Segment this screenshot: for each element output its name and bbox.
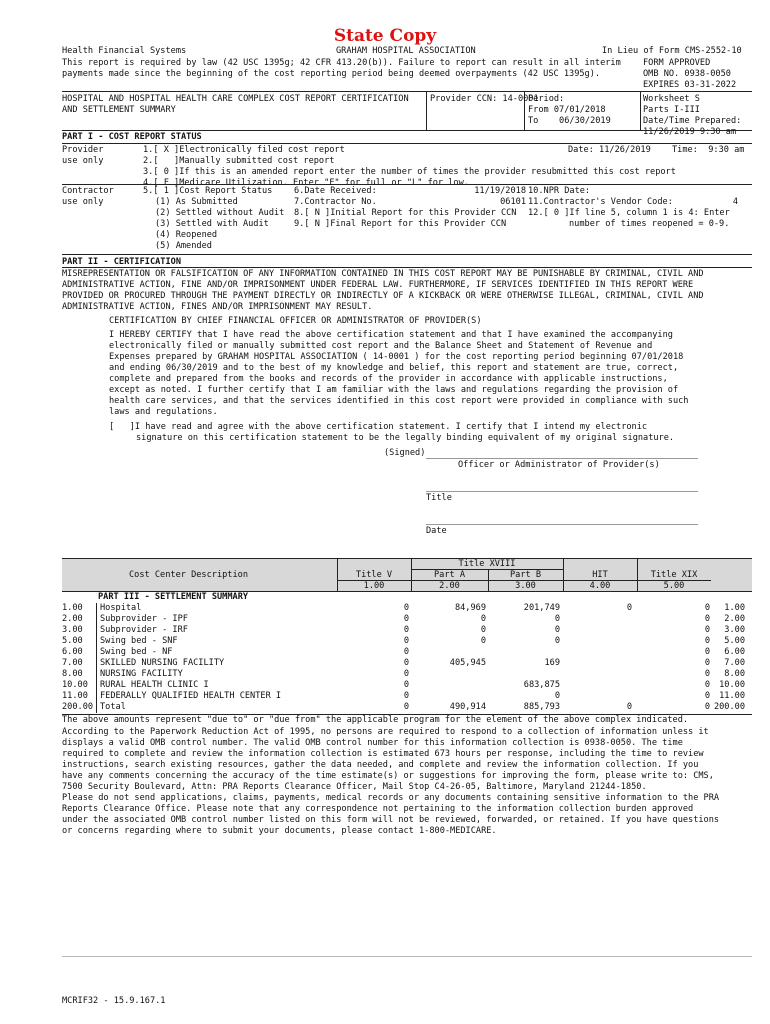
table-row bbox=[62, 614, 752, 625]
row-end-line-number: 7.00 bbox=[724, 658, 745, 668]
row-title-v: 0 bbox=[403, 647, 409, 657]
item-11: 11.Contractor's Vendor Code: bbox=[528, 197, 673, 207]
row-description: FEDERALLY QUALIFIED HEALTH CENTER I bbox=[100, 691, 282, 701]
row-title-v: 0 bbox=[403, 680, 409, 690]
row-title-v: 0 bbox=[403, 669, 409, 679]
notice-line-1: This report is required by law (42 USC 1395g; 42 CFR 413.20(b)). Failure to report can result in all interim bbox=[62, 58, 621, 68]
row-end-line-number: 1.00 bbox=[724, 603, 745, 613]
row-description: Swing bed - SNF bbox=[100, 636, 178, 646]
col-title-xix-header: Title XIX bbox=[650, 570, 698, 580]
cert-line-5: complete and prepared from the books and records of the provider in accordance with applicable instructions, bbox=[109, 374, 668, 384]
divider bbox=[62, 254, 752, 255]
row-line-number: 8.00 bbox=[62, 669, 83, 679]
page-id: MCRIF32 - 15.9.167.1 bbox=[62, 996, 166, 1006]
row-title-v: 0 bbox=[403, 614, 409, 624]
divider bbox=[62, 130, 752, 131]
warning-line-4: ADMINISTRATIVE ACTION, FINES AND/OR IMPRISONMENT MAY RESULT. bbox=[62, 302, 373, 312]
org-name: Health Financial Systems bbox=[62, 46, 187, 56]
item-9: 9.[ N ]Final Report for this Provider CCN bbox=[294, 219, 507, 229]
warning-line-1: MISREPRESENTATION OR FALSIFICATION OF ANY INFORMATION CONTAINED IN THIS COST REPORT MAY BE PUNISHABLE BY CRIMINAL, CIVIL AND bbox=[62, 269, 704, 279]
col-number: 4.00 bbox=[589, 581, 611, 591]
col-number: 3.00 bbox=[515, 581, 536, 591]
divider bbox=[62, 558, 752, 559]
row-title-xix: 0 bbox=[704, 658, 710, 668]
provider-use-label: Provider bbox=[62, 145, 104, 155]
row-description: NURSING FACILITY bbox=[100, 669, 183, 679]
prepared-label: Date/Time Prepared: bbox=[643, 116, 742, 126]
pra-line-3: required to complete and review the information collection is estimated 673 hours per response, including the time to review bbox=[62, 749, 704, 759]
title-line[interactable] bbox=[426, 491, 698, 492]
status-2: (2) Settled without Audit bbox=[155, 208, 285, 218]
item-7-value: 06101 bbox=[500, 197, 526, 207]
title-label: Title bbox=[426, 493, 452, 503]
row-end-line-number: 8.00 bbox=[724, 669, 745, 679]
amounts-note: The above amounts represent "due to" or "due from" the applicable program for the element of the above complex indicated. bbox=[62, 715, 689, 725]
row-line-number: 7.00 bbox=[62, 658, 83, 668]
item-10: 10.NPR Date: bbox=[528, 186, 591, 196]
provider-use-label-2: use only bbox=[62, 156, 104, 166]
expires: EXPIRES 03-31-2022 bbox=[643, 80, 737, 90]
row-description: Subprovider - IPF bbox=[100, 614, 188, 624]
row-line-number: 2.00 bbox=[62, 614, 83, 624]
pra-line-5: have any comments concerning the accuracy of the time estimate(s) or suggestions for improving the form, please write to: CMS, bbox=[62, 771, 714, 781]
row-description: SKILLED NURSING FACILITY bbox=[100, 658, 225, 668]
cert-line-1: I HEREBY CERTIFY that I have read the above certification statement and that I have examined the accompanying bbox=[109, 330, 673, 340]
col-number: 1.00 bbox=[363, 581, 385, 591]
col-title-v-header: Title V bbox=[355, 570, 393, 580]
row-part-b: 0 bbox=[554, 614, 560, 624]
row-hit: 0 bbox=[626, 603, 632, 613]
row-title-xix: 0 bbox=[704, 647, 710, 657]
agree-line-2: signature on this certification statement to be the legally binding equivalent of my original signature. bbox=[136, 433, 675, 443]
table-row bbox=[62, 658, 752, 669]
report-subtitle: AND SETTLEMENT SUMMARY bbox=[62, 105, 176, 115]
period-from: From 07/01/2018 bbox=[528, 105, 606, 115]
row-end-line-number: 10.00 bbox=[719, 680, 745, 690]
row-description: Swing bed - NF bbox=[100, 647, 173, 657]
part1-heading: PART I - COST REPORT STATUS bbox=[62, 132, 202, 142]
warning-line-2: ADMINISTRATIVE ACTION, FINE AND/OR IMPRISONMENT UNDER FEDERAL LAW. FURTHERMORE, IF SERVICES IDENTIFIED IN THIS REPORT WERE bbox=[62, 280, 694, 290]
row-title-xix: 0 bbox=[704, 691, 710, 701]
row-hit: 0 bbox=[626, 702, 632, 712]
cert-line-7: health care services, and that the services identified in this cost report were provided in compliance with such bbox=[109, 396, 689, 406]
item-6: 6.Date Received: bbox=[294, 186, 377, 196]
provider-ccn: Provider CCN: 14-0001 bbox=[430, 94, 539, 104]
pra-line-2: displays a valid OMB control number. The valid OMB control number for this information collection is 0938-0050. The time bbox=[62, 738, 683, 748]
row-title-xix: 0 bbox=[704, 614, 710, 624]
cert-line-6: except as noted. I further certify that I am familiar with the laws and regulations regarding the provision of bbox=[109, 385, 679, 395]
row-part-b: 885,793 bbox=[523, 702, 560, 712]
notice-line-2: payments made since the beginning of the cost reporting period being deemed overpayments (42 USC 1395g). bbox=[62, 69, 601, 79]
row-end-line-number: 3.00 bbox=[724, 625, 745, 635]
divider bbox=[62, 143, 752, 144]
contractor-use-label: Contractor bbox=[62, 186, 114, 196]
row-description: Total bbox=[100, 702, 126, 712]
divider bbox=[426, 91, 427, 130]
status-4: (4) Reopened bbox=[155, 230, 218, 240]
col-number: 2.00 bbox=[439, 581, 460, 591]
row-description: RURAL HEALTH CLINIC I bbox=[100, 680, 209, 690]
contractor-use-label-2: use only bbox=[62, 197, 104, 207]
row-line-number: 6.00 bbox=[62, 647, 83, 657]
row-line-number: 5.00 bbox=[62, 636, 83, 646]
table-row bbox=[62, 647, 752, 658]
divider bbox=[640, 91, 641, 130]
part2-heading: PART II - CERTIFICATION bbox=[62, 257, 181, 267]
row-line-number: 1.00 bbox=[62, 603, 83, 613]
worksheet: Worksheet S bbox=[643, 94, 700, 104]
item-6-value: 11/19/2018 bbox=[474, 186, 526, 196]
status-5: (5) Amended bbox=[155, 241, 212, 251]
state-copy-stamp: State Copy bbox=[333, 26, 437, 46]
pra-line-9: under the associated OMB control number listed on this form will not be reviewed, forwarded, or retained. If you have questions bbox=[62, 815, 720, 825]
prepared-value: 11/26/2019 9:30 am bbox=[643, 127, 737, 137]
warning-line-3: PROVIDED OR PROCURED THROUGH THE PAYMENT DIRECTLY OR INDIRECTLY OF A KICKBACK OR WERE OTHERWISE ILLEGAL, CRIMINAL, CIVIL AND bbox=[62, 291, 704, 301]
pra-line-7: Please do not send applications, claims, payments, medical records or any documents containing sensitive information to the PRA bbox=[62, 793, 720, 803]
row-title-xix: 0 bbox=[704, 636, 710, 646]
date-label: Date bbox=[426, 526, 447, 536]
period-label: Period: bbox=[528, 94, 565, 104]
date-line[interactable] bbox=[426, 524, 698, 525]
item-11-value: 4 bbox=[732, 197, 738, 207]
row-part-a: 490,914 bbox=[449, 702, 486, 712]
cert-line-8: laws and regulations. bbox=[109, 407, 218, 417]
table-row bbox=[62, 680, 752, 691]
item-7: 7.Contractor No. bbox=[294, 197, 377, 207]
col-number: 5.00 bbox=[663, 581, 685, 591]
agree-checkbox-line[interactable]: [ ]I have read and agree with the above certification statement. I certify that I intend my electronic bbox=[109, 422, 648, 432]
item-2: 2.[ ]Manually submitted cost report bbox=[143, 156, 335, 166]
row-part-b: 169 bbox=[544, 658, 560, 668]
row-part-b: 0 bbox=[554, 691, 560, 701]
row-end-line-number: 11.00 bbox=[719, 691, 745, 701]
row-part-a: 0 bbox=[480, 636, 486, 646]
officer-label: Officer or Administrator of Provider(s) bbox=[458, 460, 660, 470]
form-reference: In Lieu of Form CMS-2552-10 bbox=[602, 46, 742, 56]
cert-line-3: Expenses prepared by GRAHAM HOSPITAL ASSOCIATION ( 14-0001 ) for the cost reporting period beginning 07/01/2018 bbox=[109, 352, 684, 362]
row-line-number: 200.00 bbox=[62, 702, 94, 712]
item-5: 5.[ 1 ]Cost Report Status bbox=[143, 186, 273, 196]
item-12b: number of times reopened = 0-9. bbox=[569, 219, 730, 229]
row-title-v: 0 bbox=[403, 636, 409, 646]
row-end-line-number: 6.00 bbox=[724, 647, 745, 657]
table-row bbox=[62, 702, 752, 713]
col-hit-header: HIT bbox=[592, 570, 608, 580]
omb-number: OMB NO. 0938-0050 bbox=[643, 69, 731, 79]
col-desc-header: Cost Center Description bbox=[129, 570, 248, 580]
status-1: (1) As Submitted bbox=[155, 197, 238, 207]
row-part-b: 201,749 bbox=[523, 603, 560, 613]
row-title-v: 0 bbox=[403, 603, 409, 613]
row-part-b: 683,875 bbox=[523, 680, 560, 690]
row-part-a: 0 bbox=[480, 625, 486, 635]
row-title-v: 0 bbox=[403, 702, 409, 712]
divider bbox=[96, 603, 97, 713]
cert-line-4: and ending 06/30/2019 and to the best of my knowledge and belief, this report and statement are true, correct, bbox=[109, 363, 679, 373]
report-title: HOSPITAL AND HOSPITAL HEALTH CARE COMPLEX COST REPORT CERTIFICATION bbox=[62, 94, 409, 104]
row-part-b: 0 bbox=[554, 636, 560, 646]
row-title-xix: 0 bbox=[704, 702, 710, 712]
provider-name: GRAHAM HOSPITAL ASSOCIATION bbox=[336, 46, 476, 56]
divider bbox=[62, 267, 752, 268]
row-end-line-number: 200.00 bbox=[713, 702, 745, 712]
pra-line-8: Reports Clearance Office. Please note that any correspondence not pertaining to the information collection burden approved bbox=[62, 804, 694, 814]
item-1: 1.[ X ]Electronically filed cost report bbox=[143, 145, 345, 155]
table-row bbox=[62, 603, 752, 614]
row-title-xix: 0 bbox=[704, 669, 710, 679]
col-part-b-header: Part B bbox=[509, 570, 542, 580]
item-8: 8.[ N ]Initial Report for this Provider CCN bbox=[294, 208, 517, 218]
row-part-a: 84,969 bbox=[454, 603, 486, 613]
pra-line-10: or concerns regarding where to submit your documents, please contact 1-800-MEDICARE. bbox=[62, 826, 497, 836]
table-row bbox=[62, 625, 752, 636]
row-line-number: 3.00 bbox=[62, 625, 83, 635]
table-row bbox=[62, 669, 752, 680]
divider bbox=[62, 184, 752, 185]
pra-line-1: According to the Paperwork Reduction Act of 1995, no persons are required to respond to a collection of information unless it bbox=[62, 727, 709, 737]
cert-line-2: electronically filed or manually submitted cost report and the Balance Sheet and Statement of Revenue and bbox=[109, 341, 653, 351]
row-title-xix: 0 bbox=[704, 680, 710, 690]
divider bbox=[62, 91, 752, 92]
status-3: (3) Settled with Audit bbox=[155, 219, 269, 229]
part3-heading: PART III - SETTLEMENT SUMMARY bbox=[98, 592, 249, 602]
row-title-v: 0 bbox=[403, 691, 409, 701]
row-description: Subprovider - IRF bbox=[100, 625, 188, 635]
form-approved: FORM APPROVED bbox=[643, 58, 711, 68]
footer-rule bbox=[62, 956, 752, 957]
pra-line-6: 7500 Security Boulevard, Attn: PRA Reports Clearance Officer, Mail Stop C4-26-05, Baltimore, Maryland 21244-1850. bbox=[62, 782, 647, 792]
row-title-v: 0 bbox=[403, 658, 409, 668]
row-end-line-number: 2.00 bbox=[724, 614, 745, 624]
row-title-xix: 0 bbox=[704, 625, 710, 635]
row-part-b: 0 bbox=[554, 625, 560, 635]
item-3: 3.[ 0 ]If this is an amended report enter the number of times the provider resubmitted this cost report bbox=[143, 167, 676, 177]
parts: Parts I-III bbox=[643, 105, 700, 115]
col-title-xviii-header: Title XVIII bbox=[458, 559, 516, 569]
row-end-line-number: 5.00 bbox=[724, 636, 745, 646]
row-part-a: 405,945 bbox=[449, 658, 486, 668]
item-1-time: Time: 9:30 am bbox=[672, 145, 745, 155]
period-to: To 06/30/2019 bbox=[528, 116, 611, 126]
pra-line-4: instructions, search existing resources, gather the data needed, and complete and review the information collection. If you bbox=[62, 760, 699, 770]
signed-label: (Signed) bbox=[384, 448, 426, 458]
col-part-a-header: Part A bbox=[433, 570, 466, 580]
table-row bbox=[62, 636, 752, 647]
certification-heading: CERTIFICATION BY CHIEF FINANCIAL OFFICER OR ADMINISTRATOR OF PROVIDER(S) bbox=[109, 316, 482, 326]
signature-line[interactable] bbox=[426, 458, 698, 459]
item-4: 4.[ F ]Medicare Utilization. Enter "F" for full or "L" for low. bbox=[143, 178, 469, 188]
row-part-a: 0 bbox=[480, 614, 486, 624]
table-row bbox=[62, 691, 752, 702]
item-1-date: Date: 11/26/2019 bbox=[568, 145, 651, 155]
row-line-number: 11.00 bbox=[62, 691, 88, 701]
item-12: 12.[ 0 ]If line 5, column 1 is 4: Enter bbox=[528, 208, 730, 218]
row-line-number: 10.00 bbox=[62, 680, 88, 690]
row-description: Hospital bbox=[100, 603, 142, 613]
row-title-xix: 0 bbox=[704, 603, 710, 613]
row-title-v: 0 bbox=[403, 625, 409, 635]
